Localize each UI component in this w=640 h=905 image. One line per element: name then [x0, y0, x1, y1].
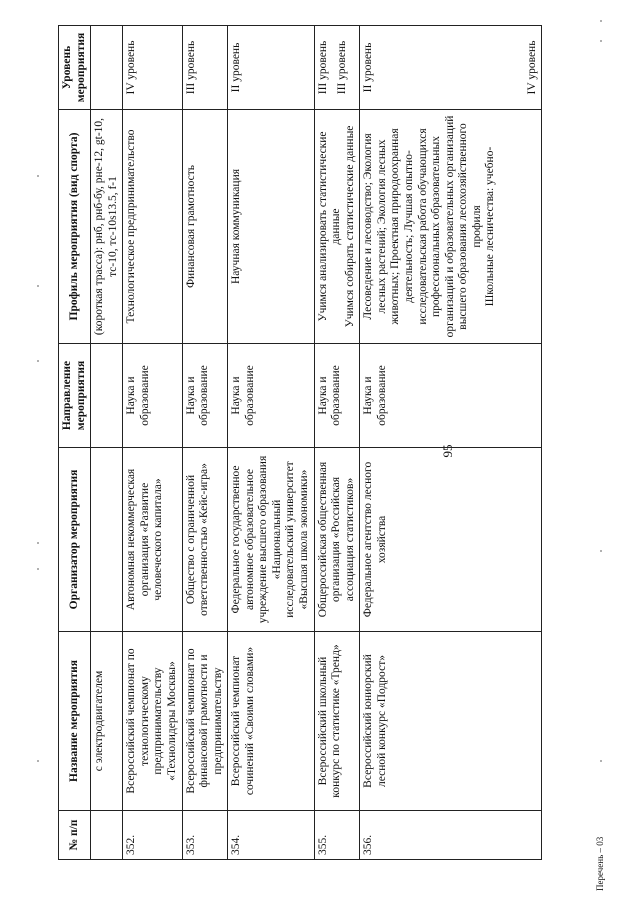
table-row: [123, 26, 182, 860]
cell-level: [314, 26, 360, 110]
cell-direction: Наука и образование: [123, 344, 182, 448]
profile-line: Учимся собирать статистические данные: [343, 125, 356, 328]
cell-profile: Технологическое предпринимательство: [123, 110, 182, 344]
cell-level: IV уровень: [123, 26, 182, 110]
scan-speck: [37, 760, 39, 762]
cell-direction: Наука и образование: [360, 344, 542, 448]
profile-line: Школьные лесничества: учебно-: [484, 146, 497, 307]
scan-speck: [600, 40, 602, 42]
cell-name: Всероссийский чемпионат по финансовой грамотности и предпринимательству: [182, 632, 228, 811]
cell-name: с электродвигателем: [91, 632, 123, 811]
cell-organizer: Общероссийская общественная организация «Российская ассоциация статистиков»: [314, 448, 360, 632]
cell-no: [91, 811, 123, 860]
cell-no: 356.: [360, 811, 542, 860]
scan-speck: [37, 360, 39, 362]
cell-profile: Финансовая грамотность: [182, 110, 228, 344]
cell-profile: Научная коммуникация: [228, 110, 314, 344]
header-profile: Профиль мероприятия (вид спорта): [59, 110, 91, 344]
cell-profile: [360, 110, 542, 344]
cell-no: 352.: [123, 811, 182, 860]
level-line: III уровень: [316, 40, 329, 95]
table-row: [314, 26, 360, 860]
cell-no: 355.: [314, 811, 360, 860]
cell-direction: Наука и образование: [228, 344, 314, 448]
scan-speck: [600, 20, 602, 22]
scan-speck: [37, 568, 39, 570]
page-number: 95: [440, 444, 455, 458]
header-level: Уровень мероприятия: [59, 26, 91, 110]
scan-speck: [37, 175, 39, 177]
level-line: III уровень: [336, 40, 349, 95]
cell-level: [91, 26, 123, 110]
header-no: № п/п: [59, 811, 91, 860]
cell-name: Всероссийский юниорский лесной конкурс «Подрост»: [360, 632, 542, 811]
table-row: [360, 26, 542, 860]
events-table: [58, 25, 542, 860]
table-row-continuation: [91, 26, 123, 860]
cell-organizer: Федеральное агентство лесного хозяйства: [360, 448, 542, 632]
profile-line: Учимся анализировать статистические данные: [316, 131, 343, 322]
cell-organizer: Федеральное государственное автономное образовательное учреждение высшего образования «Национальный исследовательский университет «Высшая школа экономики»: [228, 448, 314, 632]
cell-profile: (короткая трасса): рнб, рнб-бу, рне-12, gt-10, тс-10, тс-10s13.5, f-1: [91, 110, 123, 344]
header-name: Название мероприятия: [59, 632, 91, 811]
header-direction: Направление мероприятия: [59, 344, 91, 448]
cell-level: III уровень: [182, 26, 228, 110]
cell-direction: Наука и образование: [314, 344, 360, 448]
cell-direction: Наука и образование: [182, 344, 228, 448]
cell-name: Всероссийский школьный конкурс по статистике «Тренд»: [314, 632, 360, 811]
scan-speck: [37, 542, 39, 544]
cell-profile: [314, 110, 360, 344]
cell-direction: [91, 344, 123, 448]
table-row: [228, 26, 314, 860]
table-row: [182, 26, 228, 860]
profile-line: Лесоведение и лесоводство; Экология лесных растений; Экология лесных животных; Проектная природоохранная деятельность; Лучшая опытно-исследовательская работа обучающихся профессиональных образовательных организаций и образовательных организаций высшего образования лесохозяйственного профиля: [362, 115, 483, 338]
scan-speck: [600, 550, 602, 552]
scan-speck: [37, 285, 39, 287]
header-organizer: Организатор мероприятия: [59, 448, 91, 632]
cell-organizer: Автономная некоммерческая организация «Развитие человеческого капитала»: [123, 448, 182, 632]
cell-level: [360, 26, 542, 110]
level-line: II уровень: [362, 42, 375, 93]
cell-name: Всероссийский чемпионат сочинений «Своими словами»: [228, 632, 314, 811]
footer-label: Перечень – 03: [595, 836, 605, 891]
cell-level: II уровень: [228, 26, 314, 110]
table-header-row: [59, 26, 91, 860]
cell-no: 354.: [228, 811, 314, 860]
cell-organizer: [91, 448, 123, 632]
cell-no: 353.: [182, 811, 228, 860]
scan-speck: [600, 760, 602, 762]
cell-organizer: Общество с ограниченной ответственностью «Кейс-игра»: [182, 448, 228, 632]
level-line: IV уровень: [525, 40, 538, 95]
cell-name: Всероссийский чемпионат по технологическому предпринимательству «Технолидеры Москвы»: [123, 632, 182, 811]
